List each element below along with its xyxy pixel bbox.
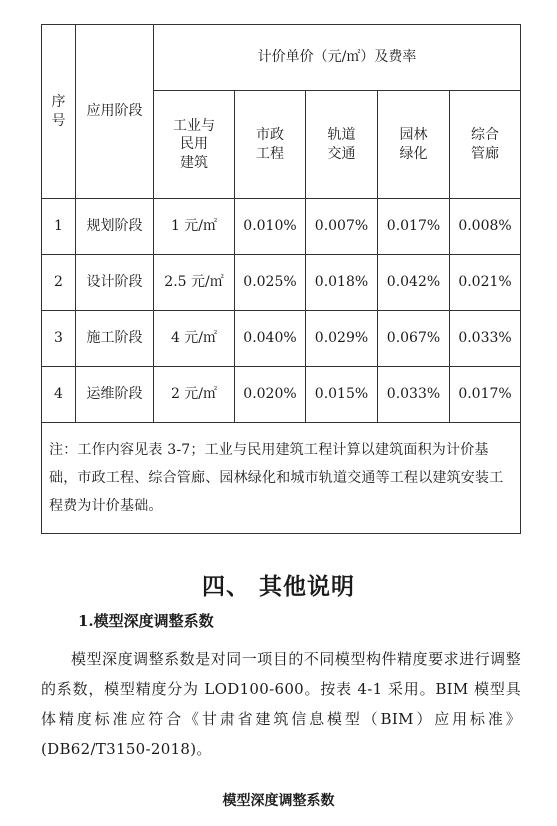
table-row bbox=[42, 255, 521, 311]
header-price-group: 计价单价（元/㎡）及费率 bbox=[154, 25, 521, 91]
fee-table bbox=[41, 24, 521, 534]
cell-rail: 0.015% bbox=[306, 367, 378, 423]
table-caption: 模型深度调整系数 bbox=[222, 793, 335, 809]
header-col-municipal: 市政 工程 bbox=[235, 91, 306, 199]
row-number: 4 bbox=[42, 367, 76, 423]
row-number: 1 bbox=[42, 199, 76, 255]
cell-civil: 2.5 元/㎡ bbox=[154, 255, 235, 311]
cell-utility-tunnel: 0.008% bbox=[450, 199, 521, 255]
cell-rail: 0.007% bbox=[306, 199, 378, 255]
cell-landscape: 0.067% bbox=[378, 311, 450, 367]
section-title: 四、 其他说明 bbox=[201, 573, 355, 600]
cell-municipal: 0.020% bbox=[235, 367, 306, 423]
section-subtitle: 1.模型深度调整系数 bbox=[78, 612, 214, 630]
cell-utility-tunnel: 0.021% bbox=[450, 255, 521, 311]
cell-landscape: 0.017% bbox=[378, 199, 450, 255]
row-stage: 施工阶段 bbox=[76, 311, 154, 367]
header-col-landscape: 园林 绿化 bbox=[378, 91, 450, 199]
table-row bbox=[42, 199, 521, 255]
table-row bbox=[42, 367, 521, 423]
cell-civil: 4 元/㎡ bbox=[154, 311, 235, 367]
cell-municipal: 0.025% bbox=[235, 255, 306, 311]
cell-municipal: 0.010% bbox=[235, 199, 306, 255]
header-stage: 应用阶段 bbox=[76, 25, 154, 199]
cell-landscape: 0.033% bbox=[378, 367, 450, 423]
cell-landscape: 0.042% bbox=[378, 255, 450, 311]
cell-utility-tunnel: 0.017% bbox=[450, 367, 521, 423]
row-number: 3 bbox=[42, 311, 76, 367]
cell-rail: 0.018% bbox=[306, 255, 378, 311]
cell-civil: 2 元/㎡ bbox=[154, 367, 235, 423]
header-col-rail: 轨道 交通 bbox=[306, 91, 378, 199]
header-seq: 序 号 bbox=[42, 25, 76, 199]
cell-civil: 1 元/㎡ bbox=[154, 199, 235, 255]
header-col-utility-tunnel: 综合 管廊 bbox=[450, 91, 521, 199]
table-row bbox=[42, 311, 521, 367]
cell-utility-tunnel: 0.033% bbox=[450, 311, 521, 367]
row-stage: 运维阶段 bbox=[76, 367, 154, 423]
row-stage: 规划阶段 bbox=[76, 199, 154, 255]
row-stage: 设计阶段 bbox=[76, 255, 154, 311]
cell-rail: 0.029% bbox=[306, 311, 378, 367]
table-note: 注：工作内容见表 3-7；工业与民用建筑工程计算以建筑面积为计价基础，市政工程、综合管廊、园林绿化和城市轨道交通等工程以建筑安装工程费为计价基础。 bbox=[42, 423, 521, 534]
row-number: 2 bbox=[42, 255, 76, 311]
section-paragraph: 模型深度调整系数是对同一项目的不同模型构件精度要求进行调整的系数，模型精度分为 LOD100-600。按表 4-1 采用。BIM 模型具体精度标准应符合《甘肃省建筑信息模型（BIM）应用标准》(DB62/T3150-2018)。 bbox=[41, 650, 521, 758]
header-col-civil: 工业与 民用 建筑 bbox=[154, 91, 235, 199]
cell-municipal: 0.040% bbox=[235, 311, 306, 367]
